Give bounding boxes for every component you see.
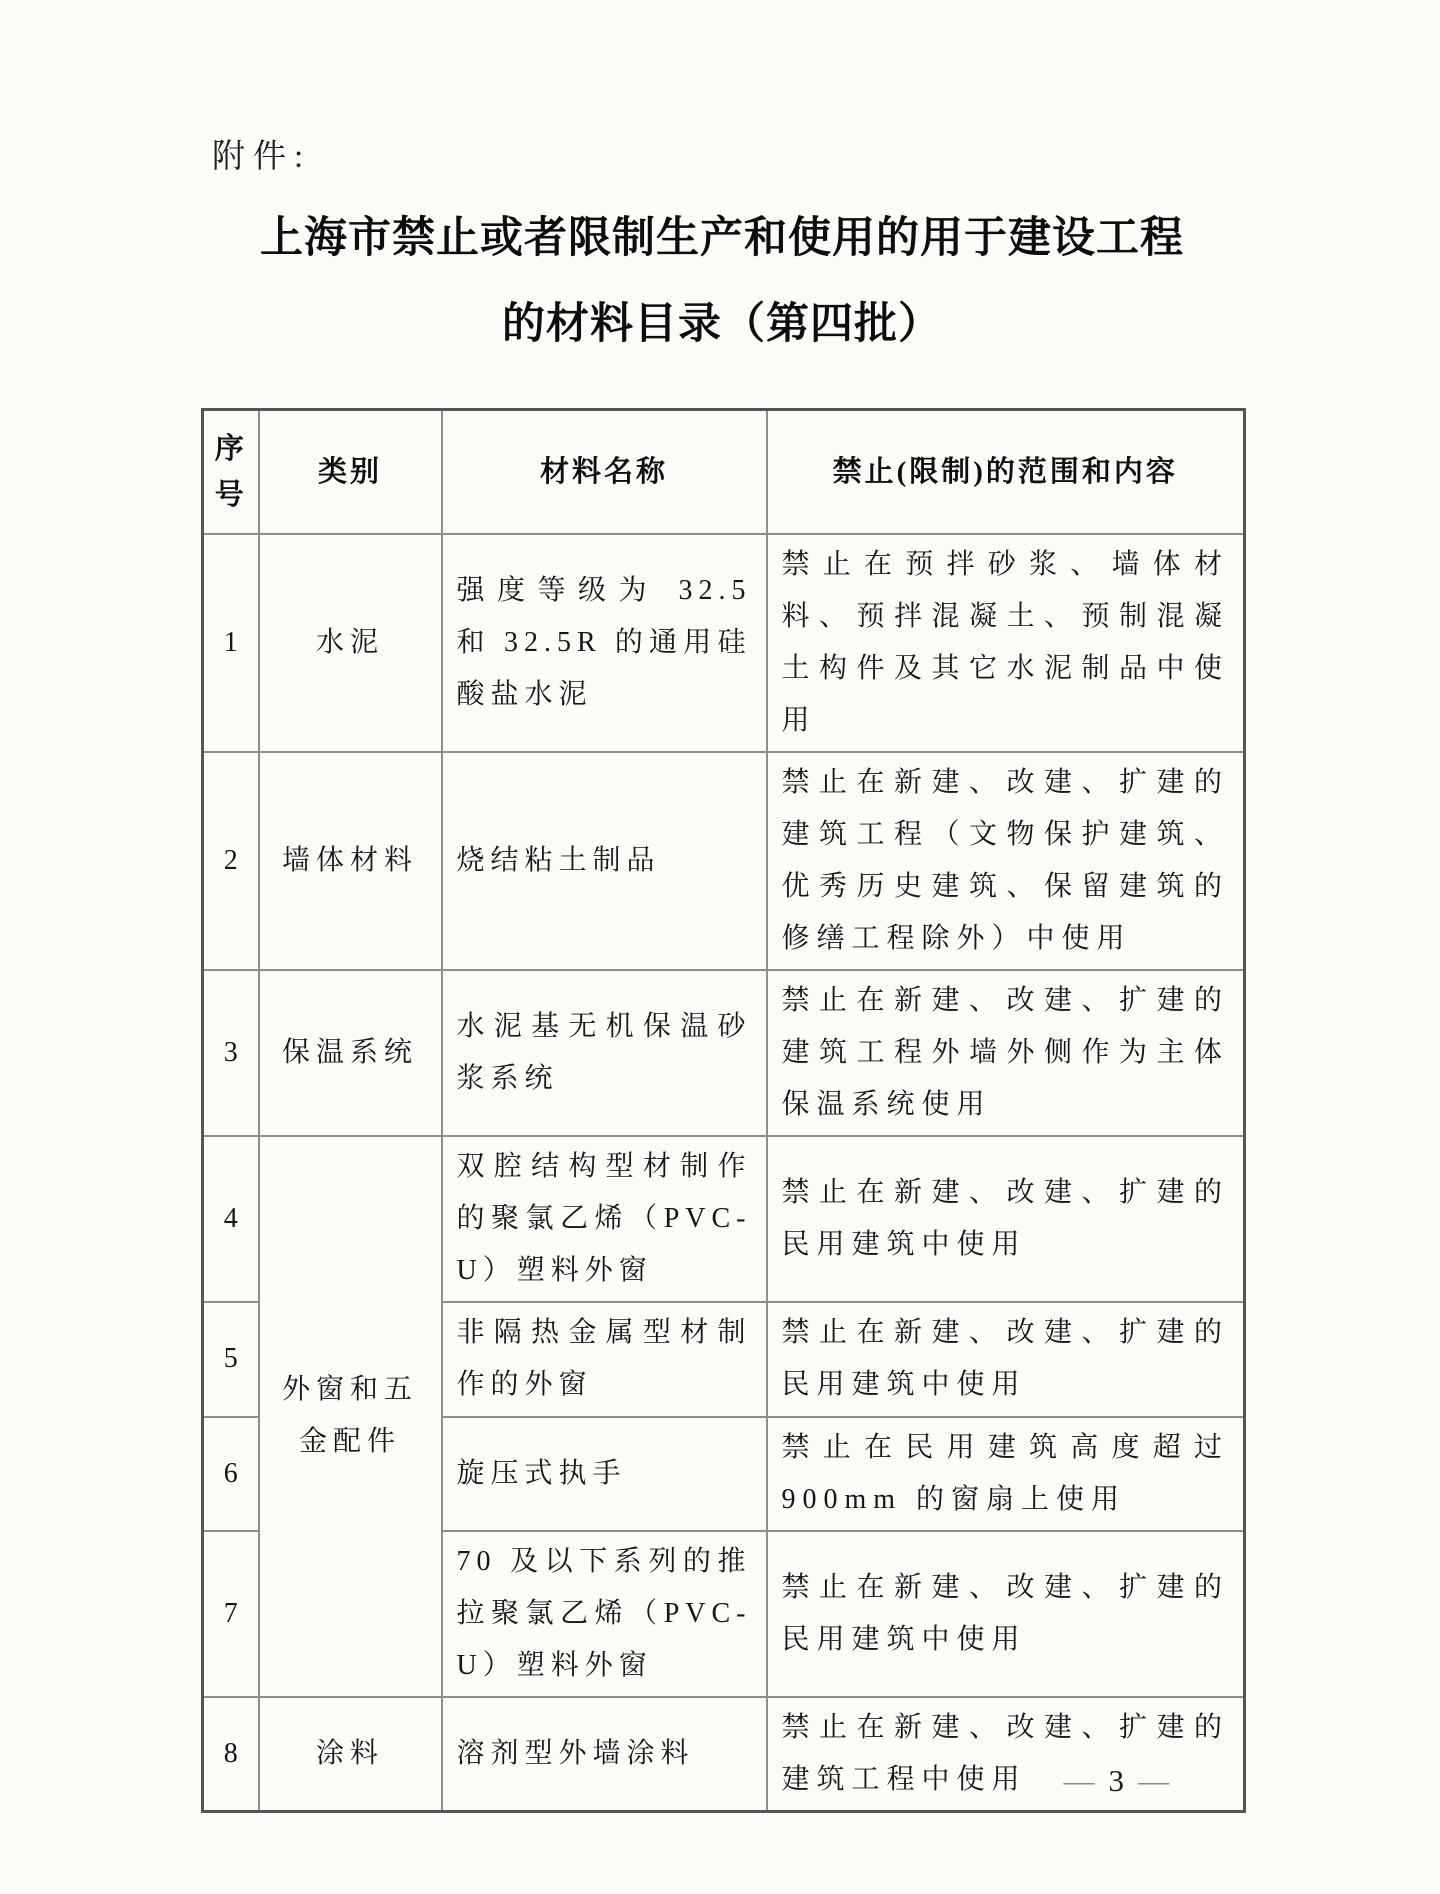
- document-title: [201, 196, 1243, 368]
- material-cell: 旋压式执手: [442, 1417, 767, 1531]
- table-row: [203, 752, 1245, 970]
- serial-cell: 6: [203, 1417, 259, 1531]
- serial-cell: 1: [203, 534, 259, 752]
- attachment-label: 附件:: [212, 139, 312, 175]
- category-cell: 涂料: [259, 1697, 442, 1812]
- scope-cell: 禁止在新建、改建、扩建的建筑工程外墙外侧作为主体保温系统使用: [767, 970, 1245, 1136]
- serial-cell: 7: [203, 1531, 259, 1697]
- serial-cell: 2: [203, 752, 259, 970]
- material-cell: 双腔结构型材制作的聚氯乙烯（PVC-U）塑料外窗: [442, 1136, 767, 1302]
- page-number-dash-left: —: [1063, 1763, 1097, 1798]
- scope-cell: 禁止在新建、改建、扩建的建筑工程（文物保护建筑、优秀历史建筑、保留建筑的修缮工程除外）中使用: [767, 752, 1245, 970]
- material-cell: 强度等级为 32.5 和 32.5R 的通用硅酸盐水泥: [442, 534, 767, 752]
- serial-cell: 5: [203, 1302, 259, 1417]
- header-category: 类别: [259, 410, 442, 534]
- table-row: [203, 1136, 1245, 1302]
- serial-cell: 3: [203, 970, 259, 1136]
- scope-cell: 禁止在新建、改建、扩建的民用建筑中使用: [767, 1136, 1245, 1302]
- category-cell: 水泥: [259, 534, 442, 752]
- title-line-2: 的材料目录（第四批）: [502, 301, 942, 348]
- page-number: [201, 1763, 1243, 1799]
- title-line-1: 上海市禁止或者限制生产和使用的用于建设工程: [260, 215, 1184, 262]
- table-row: [203, 534, 1245, 752]
- scope-cell: 禁止在新建、改建、扩建的建筑工程中使用: [767, 1697, 1245, 1812]
- category-cell: 保温系统: [259, 970, 442, 1136]
- material-cell: 70 及以下系列的推拉聚氯乙烯（PVC-U）塑料外窗: [442, 1531, 767, 1697]
- scope-cell: 禁止在预拌砂浆、墙体材料、预拌混凝土、预制混凝土构件及其它水泥制品中使用: [767, 534, 1245, 752]
- scope-cell: 禁止在新建、改建、扩建的民用建筑中使用: [767, 1302, 1245, 1417]
- category-cell: 墙体材料: [259, 752, 442, 970]
- material-cell: 溶剂型外墙涂料: [442, 1697, 767, 1812]
- category-cell-merged: 外窗和五金配件: [259, 1136, 442, 1697]
- scope-cell: 禁止在民用建筑高度超过 900mm 的窗扇上使用: [767, 1417, 1245, 1531]
- material-cell: 烧结粘土制品: [442, 752, 767, 970]
- page-number-value: 3: [1108, 1763, 1126, 1798]
- header-material-name: 材料名称: [442, 410, 767, 534]
- table-row: [203, 970, 1245, 1136]
- material-cell: 水泥基无机保温砂浆系统: [442, 970, 767, 1136]
- page-number-dash-right: —: [1138, 1763, 1171, 1798]
- header-scope: 禁止(限制)的范围和内容: [767, 410, 1245, 534]
- table-header-row: [203, 410, 1245, 534]
- materials-table: [201, 408, 1246, 1813]
- scope-cell: 禁止在新建、改建、扩建的民用建筑中使用: [767, 1531, 1245, 1697]
- serial-cell: 8: [203, 1697, 259, 1812]
- serial-cell: 4: [203, 1136, 259, 1302]
- header-serial-number: 序号: [203, 410, 259, 534]
- material-cell: 非隔热金属型材制作的外窗: [442, 1302, 767, 1417]
